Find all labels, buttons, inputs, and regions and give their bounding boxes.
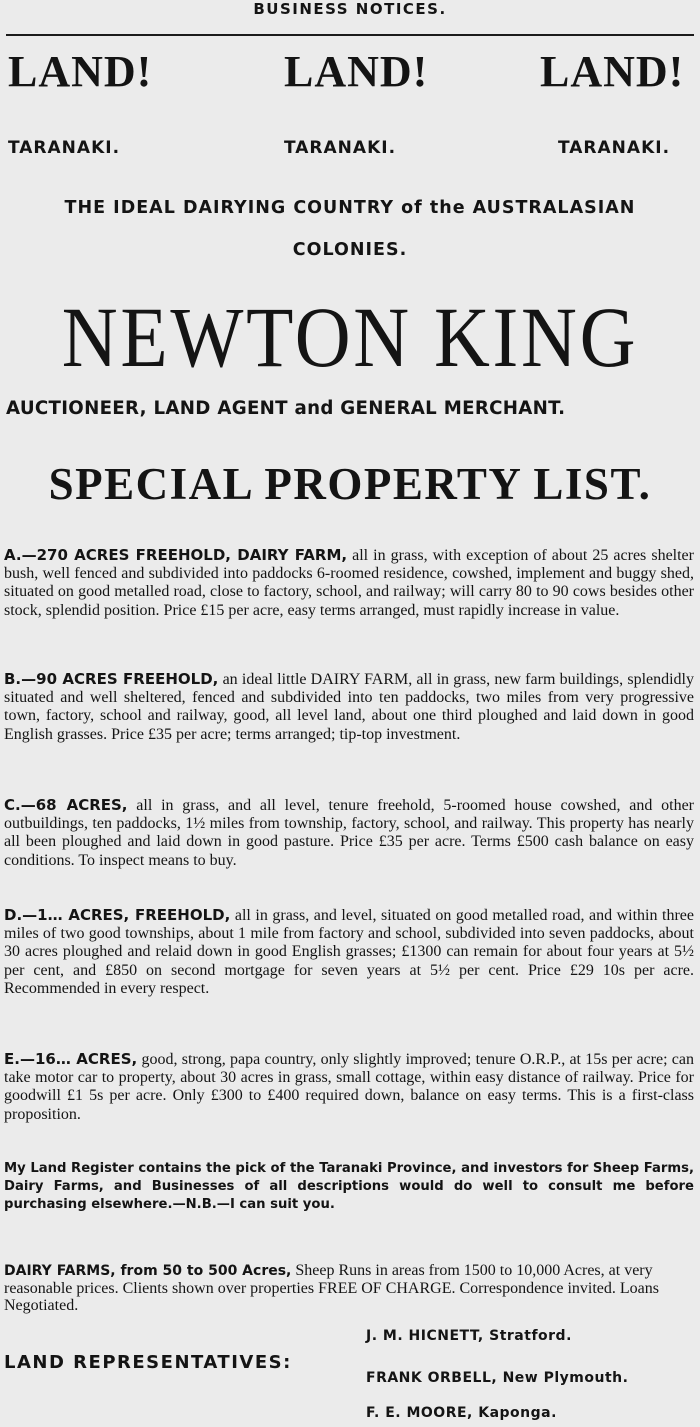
property-c <box>4 796 694 870</box>
property-d-label: D.—1… ACRES, FREEHOLD, <box>4 906 231 924</box>
list-title: SPECIAL PROPERTY LIST. <box>48 459 652 509</box>
header-rule <box>6 34 694 36</box>
property-a-label: A.—270 ACRES FREEHOLD, DAIRY FARM, <box>4 546 348 564</box>
ideal-line-2: COLONIES. <box>292 240 408 260</box>
property-c-text: all in grass, and all level, tenure freehold, 5-roomed house cowshed, and other outbuildings, ten paddocks, 1½ miles from township, factory, school, and railway. This property has nearly all been ploughed and laid down in good pasture. Price £35 per acre. Terms £500 cash balance on easy conditions. To inspect means to buy. <box>4 797 695 869</box>
taranaki-left: TARANAKI. <box>8 138 121 158</box>
property-b <box>4 670 694 744</box>
property-e <box>4 1050 694 1124</box>
advertiser-occupation: AUCTIONEER, LAND AGENT and GENERAL MERCHANT. <box>6 398 566 419</box>
taranaki-center: TARANAKI. <box>284 138 397 158</box>
section-header: BUSINESS NOTICES. <box>253 0 447 18</box>
property-b-label: B.—90 ACRES FREEHOLD, <box>4 670 219 688</box>
representative-3: F. E. MOORE, Kaponga. <box>366 1405 557 1421</box>
property-e-label: E.—16… ACRES, <box>4 1050 138 1068</box>
property-d-text: all in grass, and level, situated on good metalled road, and within three miles of two good townships, about 1 mile from factory and school, subdivided into seven paddocks, about 30 acres ploughed and relaid down in good English grasses; £1300 can remain for about four years at 5½ per cent, and £850 on second mortgage for seven years at 5½ per cent. Price £29 10s per acre. Recommended in every respect. <box>4 907 695 997</box>
property-a-text: all in grass, with exception of about 25 acres shelter bush, well fenced and subdivided into paddocks 6-roomed residence, cowshed, implement and buggy shed, situated on good metalled road, close to factory, school, and railway; will carry 80 to 90 cows besides other stock, splendid position. Price £15 per acre, easy terms arranged, must rapidly increase in value. <box>4 547 694 619</box>
property-a <box>4 546 694 620</box>
taranaki-right: TARANAKI. <box>558 138 671 158</box>
land-heading-center: LAND! <box>284 47 429 96</box>
property-d <box>4 906 694 998</box>
land-heading-right: LAND! <box>540 47 685 96</box>
property-c-label: C.—68 ACRES, <box>4 796 128 814</box>
property-b-text: an ideal little DAIRY FARM, all in grass, new farm buildings, splendidly situated and well sheltered, fenced and subdivided into ten paddocks, two miles from very progressive town, factory, school and railway, good, all level land, about one third ploughed and laid down in good English grasses. Price £35 per acre; terms arranged; tip-top investment. <box>4 671 694 743</box>
register-note: My Land Register contains the pick of the Taranaki Province, and investors for Sheep Farms, Dairy Farms, and Businesses of all descriptions would do well to consult me before purchasing elsewhere.—N.B.—I can suit you. <box>4 1161 694 1212</box>
representative-2: FRANK ORBELL, New Plymouth. <box>366 1370 629 1386</box>
land-heading-left: LAND! <box>8 47 153 96</box>
dairy-farms-text: Sheep Runs in areas from 1500 to 10,000 Acres, at very reasonable prices. Clients shown over properties FREE OF CHARGE. Correspondence invited. Loans Negotiated. <box>4 1262 659 1314</box>
representative-1: J. M. HICNETT, Stratford. <box>366 1328 572 1344</box>
representatives-label: LAND REPRESENTATIVES: <box>4 1352 292 1373</box>
ideal-line-1: THE IDEAL DAIRYING COUNTRY of the AUSTRALASIAN <box>64 198 636 218</box>
property-e-text: good, strong, papa country, only slightly improved; tenure O.R.P., at 15s per acre; can take motor car to property, about 30 acres in grass, small cottage, within easy distance of railway. Price for goodwill £1 5s per acre. Only £300 to £400 required down, balance on easy terms. This is a first-class proposition. <box>4 1051 694 1123</box>
advertiser-name: NEWTON KING <box>61 289 639 385</box>
dairy-farms-notice <box>4 1262 694 1314</box>
dairy-farms-label: DAIRY FARMS, from 50 to 500 Acres, <box>4 1263 292 1279</box>
